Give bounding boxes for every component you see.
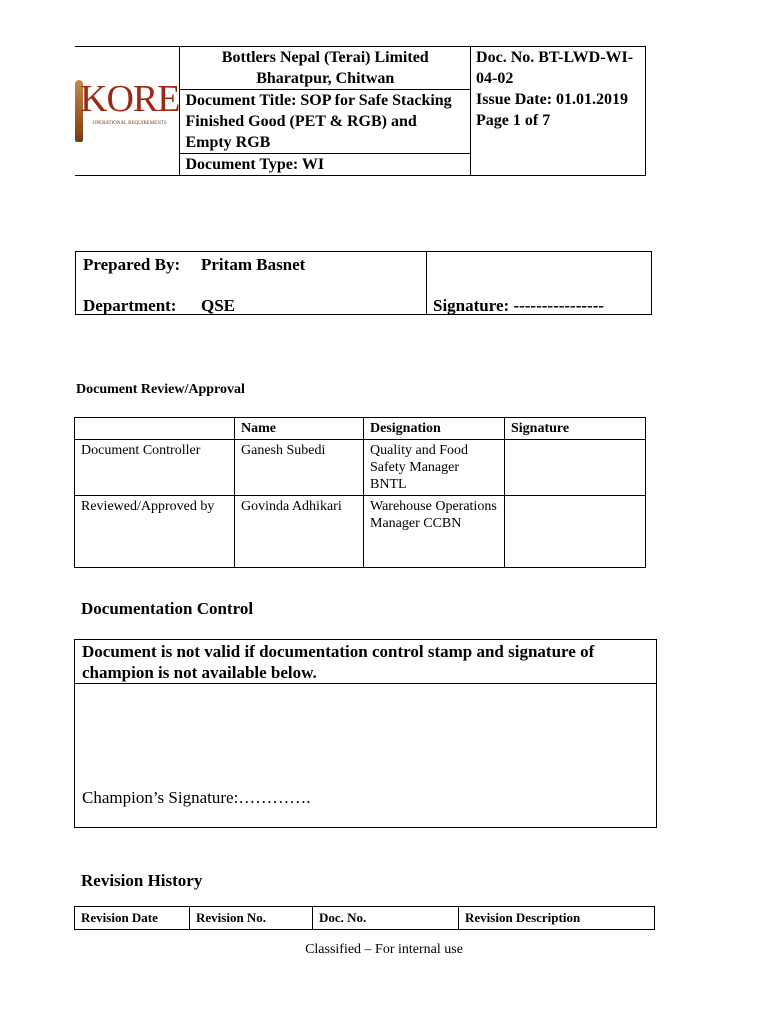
table-cell [505, 440, 646, 496]
column-header: Revision No. [190, 907, 313, 930]
prepared-by-label: Prepared By: [83, 255, 181, 274]
prepared-by-value: Pritam Basnet [201, 255, 306, 274]
department-value: QSE [201, 296, 236, 315]
doc-control-warning: Document is not valid if documentation control stamp and signature of champion is not available below. [82, 642, 595, 682]
column-header [75, 418, 235, 440]
doc-control-box [74, 639, 657, 828]
table-cell: Ganesh Subedi [235, 440, 364, 496]
prepared-by-box [75, 251, 652, 315]
column-header: Revision Description [459, 907, 655, 930]
column-header: Doc. No. [313, 907, 459, 930]
table-header-row [75, 418, 646, 440]
champion-signature: Champion’s Signature:…………. [82, 788, 311, 807]
signature-label: Signature: ---------------- [433, 296, 605, 315]
doc-info-cell [471, 47, 646, 176]
doc-control-divider [75, 683, 656, 684]
issue-date: Issue Date: 01.01.2019 [476, 91, 629, 108]
company-logo-cell [75, 47, 180, 176]
page-footer: Classified – For internal use [305, 942, 463, 957]
column-header: Name [235, 418, 364, 440]
doc-number: Doc. No. BT-LWD-WI-04-02 [476, 49, 634, 87]
revision-heading: Revision History [81, 871, 203, 890]
document-header-table [75, 46, 646, 176]
table-cell: Quality and Food Safety Manager BNTL [364, 440, 505, 496]
table-cell: Govinda Adhikari [235, 496, 364, 568]
column-header: Signature [505, 418, 646, 440]
table-cell: Document Controller [75, 440, 235, 496]
page-number: Page 1 of 7 [476, 112, 551, 129]
logo-subtext: OPERATIONAL REQUIREMENTS [92, 120, 167, 126]
company-name-cell [180, 47, 471, 90]
column-header: Designation [364, 418, 505, 440]
doc-control-heading: Documentation Control [81, 599, 254, 618]
document-type: Document Type: WI [180, 154, 471, 176]
document-title: Document Title: SOP for Safe Stacking Finished Good (PET & RGB) and Empty RGB [180, 90, 471, 154]
column-header: Revision Date [75, 907, 190, 930]
table-cell [505, 496, 646, 568]
kore-logo [75, 71, 179, 151]
prepared-divider [426, 252, 427, 314]
table-cell: Warehouse Operations Manager CCBN [364, 496, 505, 568]
review-heading: Document Review/Approval [76, 382, 245, 397]
department-label: Department: [83, 296, 177, 315]
company-name: Bottlers Nepal (Terai) Limited [221, 49, 429, 66]
table-row [75, 440, 646, 496]
revision-history-table [74, 906, 655, 930]
review-approval-table [74, 417, 646, 568]
table-header-row [75, 907, 655, 930]
company-location: Bharatpur, Chitwan [256, 70, 395, 87]
table-cell: Reviewed/Approved by [75, 496, 235, 568]
logo-text: KORE [80, 77, 180, 120]
table-row [75, 496, 646, 568]
